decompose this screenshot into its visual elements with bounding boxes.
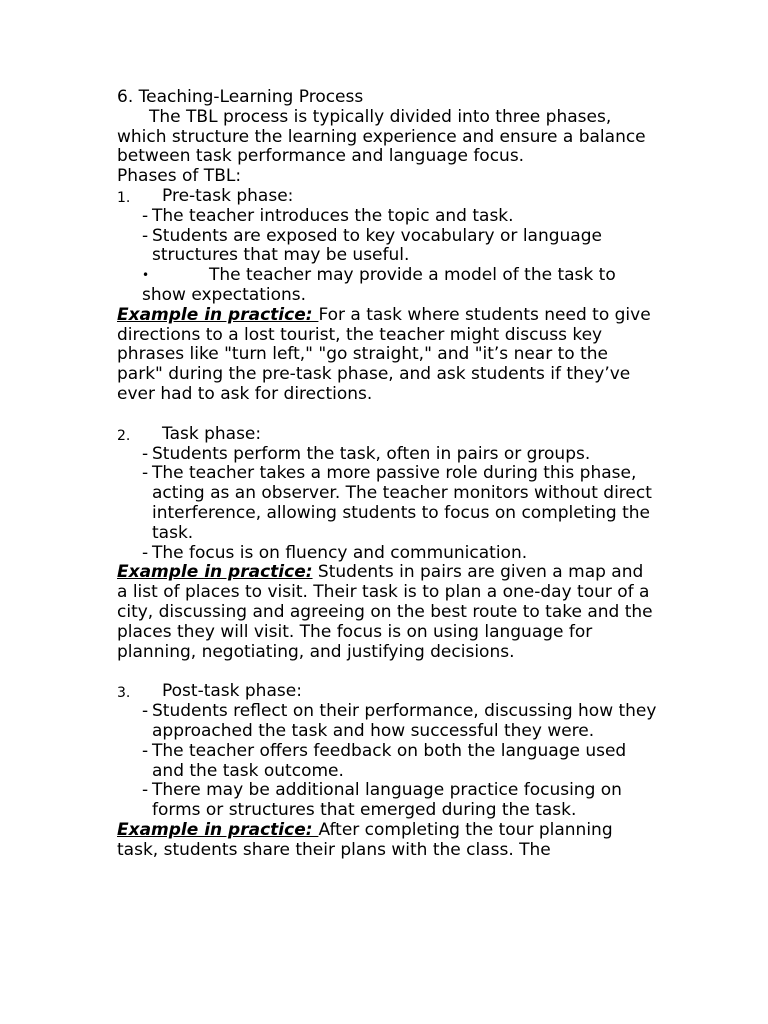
list-item-text: Students are exposed to key vocabulary or language structures that may be useful. [152, 225, 602, 266]
list-item [142, 702, 657, 742]
phase-2-title: Task phase: [162, 423, 262, 444]
intro-paragraph: The TBL process is typically divided into three phases, which structure the learning experience and ensure a balance between task performance and language focus. [117, 106, 646, 167]
section-title: 6. Teaching-Learning Process [117, 87, 364, 107]
list-item-text: There may be additional language practice focusing on forms or structures that emerged during the task. [152, 780, 622, 821]
phase-1-example [117, 306, 657, 405]
list-item [142, 207, 657, 227]
phase-1-details [117, 207, 657, 306]
list-item [142, 445, 657, 465]
phase-2-number: 2. [117, 427, 131, 444]
example-label: Example in practice: [117, 562, 313, 583]
phase-2-example [117, 563, 657, 662]
phase-2-details [117, 445, 657, 564]
list-item-text: The teacher introduces the topic and task. [152, 205, 514, 226]
example-label: Example in practice: [117, 819, 319, 840]
phase-3-number: 3. [117, 685, 131, 702]
dash-marker: - [142, 542, 149, 563]
dash-marker: - [142, 780, 149, 801]
dash-marker: - [142, 225, 149, 246]
phases-heading: Phases of TBL: [117, 166, 242, 187]
phase-2 [117, 425, 657, 663]
phase-3-example [117, 821, 657, 861]
list-item [142, 742, 657, 782]
list-item-text: Students reflect on their performance, discussing how they approached the task and how successful they were. [152, 701, 657, 741]
example-text: For a task where students need to give directions to a lost tourist, the teacher might discuss key phrases like "turn left," "go straight," and "it’s near to the park" during the pre-task phase, and ask students if they’ve ever had to ask for directions. [117, 304, 651, 404]
list-item-text: Students perform the task, often in pairs or groups. [152, 443, 591, 464]
list-item [142, 464, 657, 543]
example-text: Students in pairs are given a map and a list of places to visit. Their task is to plan a one-day tour of a city, discussing and agreeing on the best route to take and the places they will visit. The focus is on using language for planning, negotiating, and justifying decisions. [117, 562, 653, 662]
phase-1-title: Pre-task phase: [162, 185, 294, 206]
list-item-text: The teacher offers feedback on both the language used and the task outcome. [152, 740, 627, 781]
dash-marker: - [142, 463, 149, 484]
blank-line [117, 405, 657, 425]
blank-line [117, 662, 657, 682]
example-label: Example in practice: [117, 304, 319, 325]
phase-1-heading [117, 187, 657, 207]
phase-1 [117, 187, 657, 405]
dash-marker: - [142, 740, 149, 761]
list-item-text: The focus is on fluency and communication. [152, 542, 528, 563]
phase-3-heading [117, 682, 657, 702]
bullet-item-text: The teacher may provide a model of the task to show expectations. [142, 265, 616, 305]
bullet-icon: • [142, 268, 150, 283]
phase-3-title: Post-task phase: [162, 681, 302, 702]
list-item [142, 544, 657, 564]
document-page [117, 88, 657, 860]
list-item-text: The teacher takes a more passive role during this phase, acting as an observer. The teacher monitors without direct interference, allowing students to focus on completing the task. [152, 463, 652, 543]
example-text: After completing the tour planning task, students share their plans with the class. The [117, 819, 613, 860]
phase-2-heading [117, 425, 657, 445]
phase-3 [117, 682, 657, 860]
phase-3-details [117, 702, 657, 821]
bullet-list-item [142, 266, 657, 306]
phase-1-number: 1. [117, 189, 131, 206]
list-item [142, 227, 657, 267]
dash-marker: - [142, 205, 149, 226]
dash-marker: - [142, 701, 149, 722]
list-item [142, 781, 657, 821]
dash-marker: - [142, 443, 149, 464]
